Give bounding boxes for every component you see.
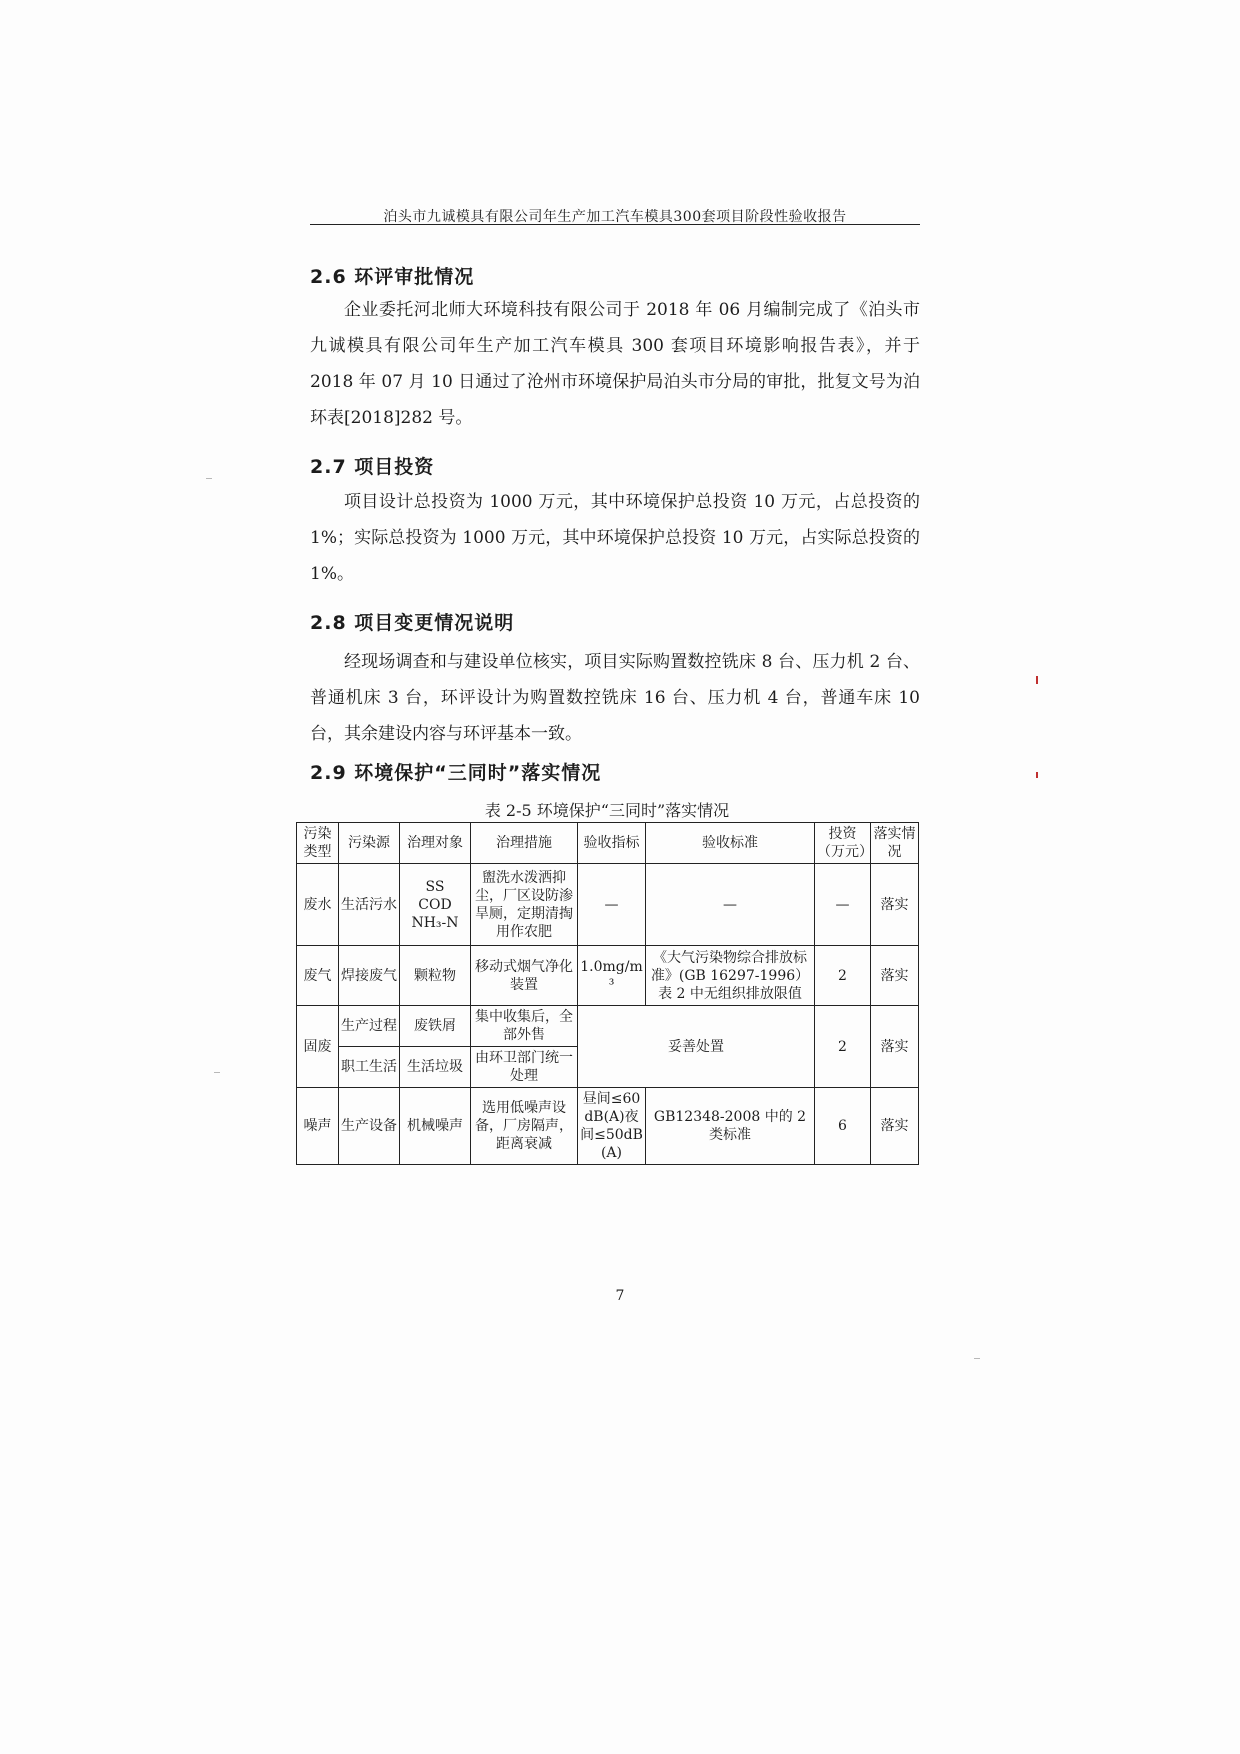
section-title-2-9: 2.9 环境保护“三同时”落实情况 [310,762,602,784]
cell-source: 生产过程 [339,1006,400,1047]
cell-measure: 选用低噪声设备，厂房隔声，距离衰减 [471,1088,578,1165]
cell-source: 生活污水 [339,864,400,946]
cell-status: 落实 [871,946,919,1006]
table-row-solid-1 [297,1006,919,1047]
cell-target: 颗粒物 [400,946,471,1006]
table-row-noise [297,1088,919,1165]
section-title-2-7: 2.7 项目投资 [310,456,435,478]
cell-status: 落实 [871,1088,919,1165]
cell-measure: 由环卫部门统一处理 [471,1047,578,1088]
header-cell: 验收指标 [578,823,646,864]
cell-invest: 2 [815,1006,871,1088]
target-nh3n: NH₃-N [411,914,459,931]
target-ss: SS [425,878,445,895]
section-body-2-7: 项目设计总投资为 1000 万元，其中环境保护总投资 10 万元，占总投资的 1%；实际总投资为 1000 万元，其中环境保护总投资 10 万元，占实际总投资的 1%。 [310,492,920,584]
cell-index: — [578,864,646,946]
running-header: 泊头市九诚模具有限公司年生产加工汽车模具300套项目阶段性验收报告 [383,209,847,225]
cell-standard: 《大气污染物综合排放标准》(GB 16297-1996）表 2 中无组织排放限值 [646,946,815,1006]
section-body-2-6: 企业委托河北师大环境科技有限公司于 2018 年 06 月编制完成了《泊头市九诚模具有限公司年生产加工汽车模具 300 套项目环境影响报告表》，并于 2018 年 07 月 10 日通过了沧州市环境保护局泊头市分局的审批，批复文号为泊环表[2018]282 号。 [310,300,920,428]
cell-target: 废铁屑 [400,1006,471,1047]
section-title-2-8: 2.8 项目变更情况说明 [310,612,515,634]
cell-target [400,864,471,946]
scan-dust [974,1358,980,1359]
cell-source: 焊接废气 [339,946,400,1006]
cell-type: 固废 [297,1006,339,1088]
cell-measure: 移动式烟气净化装置 [471,946,578,1006]
header-cell: 投资（万元） [815,823,871,864]
section-body-2-8: 经现场调查和与建设单位核实，项目实际购置数控铣床 8 台、压力机 2 台、普通机床 3 台，环评设计为购置数控铣床 16 台、压力机 4 台，普通车床 10 台，其余建设内容与环评基本一致。 [310,652,920,744]
header-cell: 污染类型 [297,823,339,864]
cell-standard: — [646,864,815,946]
table-header-row [297,823,919,864]
table-row-exhaust [297,946,919,1006]
header-cell: 污染源 [339,823,400,864]
target-cod: COD [418,896,452,913]
cell-invest: 2 [815,946,871,1006]
scan-mark [1036,676,1038,684]
header-cell: 验收标准 [646,823,815,864]
cell-invest: — [815,864,871,946]
page-number: 7 [615,1288,625,1304]
scan-mark [1036,772,1038,778]
cell-standard: GB12348-2008 中的 2 类标准 [646,1088,815,1165]
cell-target: 机械噪声 [400,1088,471,1165]
header-cell: 治理措施 [471,823,578,864]
table-row-wastewater [297,864,919,946]
cell-index: 昼间≤60dB(A)夜间≤50dB(A) [578,1088,646,1165]
cell-source: 生产设备 [339,1088,400,1165]
header-cell: 治理对象 [400,823,471,864]
scan-dust [206,478,212,479]
cell-source: 职工生活 [339,1047,400,1088]
cell-target: 生活垃圾 [400,1047,471,1088]
cell-type: 废气 [297,946,339,1006]
cell-invest: 6 [815,1088,871,1165]
cell-measure: 集中收集后，全部外售 [471,1006,578,1047]
cell-status: 落实 [871,1006,919,1088]
header-rule [310,224,920,225]
table-caption: 表 2-5 环境保护“三同时”落实情况 [484,801,730,820]
cell-status: 落实 [871,864,919,946]
cell-type: 废水 [297,864,339,946]
three-simultaneous-table [296,822,919,1165]
cell-measure: 盥洗水泼洒抑尘，厂区设防渗旱厕，定期清掏用作农肥 [471,864,578,946]
cell-type: 噪声 [297,1088,339,1165]
section-title-2-6: 2.6 环评审批情况 [310,266,475,288]
cell-standard: 妥善处置 [578,1006,815,1088]
scan-dust [214,1072,220,1073]
header-cell: 落实情况 [871,823,919,864]
cell-index: 1.0mg/m³ [578,946,646,1006]
